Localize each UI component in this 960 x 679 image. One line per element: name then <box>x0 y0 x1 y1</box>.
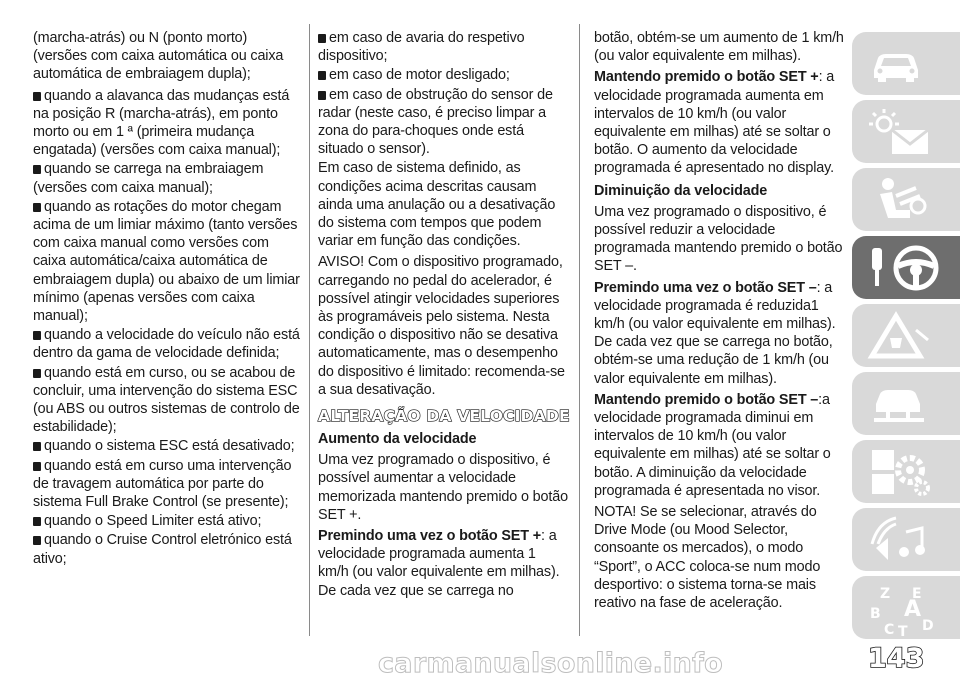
warning-triangle-icon <box>866 310 936 364</box>
bullet-square-icon <box>33 462 41 471</box>
bullet-text: quando está em curso uma intervenção de travagem automática por parte do sistema Full Brake Control (se presente); <box>33 457 292 511</box>
bullet-text: em caso de avaria do respetivo dispositivo; <box>318 30 525 65</box>
nav-tab-multimedia[interactable] <box>852 508 960 571</box>
bullet-square-icon <box>33 536 41 545</box>
page-number: 143 <box>868 643 925 674</box>
bullet-item <box>33 531 301 567</box>
bullet-text: quando a velocidade do veículo não está dentro da gama de velocidade definida; <box>33 327 300 362</box>
index-letter: B <box>870 606 881 622</box>
nav-tab-technical-data[interactable] <box>852 440 960 503</box>
paragraph <box>594 279 846 388</box>
multimedia-icon <box>866 514 936 568</box>
bullet-item <box>33 160 301 196</box>
nav-tab-maintenance[interactable] <box>852 372 960 435</box>
paragraph <box>318 527 570 600</box>
nav-tab-starting-driving[interactable] <box>852 236 960 299</box>
paragraph: Uma vez programado o dispositivo, é possível reduzir a velocidade programada mantendo premido o botão SET –. <box>594 203 843 275</box>
bullet-item <box>33 326 301 362</box>
bullet-square-icon <box>318 34 326 43</box>
bullet-text: quando está em curso, ou se acabou de concluir, uma intervenção do sistema ESC (ou ABS ou outros sistemas de controlo de estabilidade); <box>33 364 300 436</box>
bullet-text: quando as rotações do motor chegam acima de um limiar máximo (tanto versões com caixa manual como versões com caixa automática/caixa automática de embraiagem dupla) ou abaixo de um limiar mínimo (apenas versões com caixa manual); <box>33 198 300 325</box>
bullet-text: quando o Cruise Control eletrónico está ativo; <box>33 532 292 567</box>
index-letters-icon <box>866 582 946 638</box>
paragraph-text: : a velocidade programada aumenta em intervalos de 10 km/h (ou valor equivalente em milhas) até se soltar o botão. O aumento da velocidade programada é apresentado no display. <box>594 69 835 177</box>
bullet-square-icon <box>318 91 326 100</box>
bold-lead: Premindo uma vez o botão SET + <box>318 528 541 545</box>
paragraph: botão, obtém-se um aumento de 1 km/h (ou valor equivalente em milhas). <box>594 30 844 65</box>
paragraph-text: : a velocidade programada é reduzida1 km/h (ou valor equivalente em milhas). De cada vez que se carrega no botão, obtém-se uma redução de 1 km/h (ou valor equivalente em milhas). <box>594 279 836 387</box>
index-letter: A <box>904 597 922 622</box>
bullet-square-icon <box>33 331 41 340</box>
text-column-1 <box>33 29 301 569</box>
paragraph: NOTA! Se se selecionar, através do Drive Mode (ou Mood Selector, consoante os mercados), o modo “Sport”, o ACC coloca-se num modo desportivo: o sistema torna-se mais reativo na fase de aceleração. <box>594 504 821 612</box>
bullet-item <box>33 437 301 455</box>
paragraph-text: :a velocidade programada diminui em intervalos de 10 km/h (ou valor equivalente em milhas) até se soltar o botão. A diminuição da velocidade programada é apresentada no visor. <box>594 391 831 499</box>
bullet-square-icon <box>318 71 326 80</box>
watermark: carmanualsonline.info <box>378 648 724 679</box>
text-column-3 <box>594 29 846 615</box>
index-letter: C <box>884 622 895 638</box>
column-divider-1 <box>309 24 310 636</box>
bullet-item <box>318 29 570 65</box>
paragraph: Uma vez programado o dispositivo, é possível aumentar a velocidade memorizada mantendo premido o botão SET +. <box>318 452 568 523</box>
bullet-item <box>33 457 301 512</box>
nav-tab-emergency[interactable] <box>852 304 960 367</box>
bold-lead: Mantendo premido o botão SET + <box>594 69 819 86</box>
bullet-item <box>318 86 570 159</box>
subsection-heading: Diminuição da velocidade <box>594 182 768 199</box>
car-lift-icon <box>866 378 936 432</box>
section-heading: ALTERAÇÃO DA VELOCIDADE <box>318 407 570 426</box>
paragraph-text: : a velocidade programada aumenta 1 km/h (ou valor equivalente em milhas). De cada vez que se carrega no <box>318 528 560 599</box>
bullet-item <box>318 66 570 84</box>
column-divider-2 <box>579 24 580 636</box>
bullet-text: quando o Speed Limiter está ativo; <box>44 513 262 530</box>
bullet-text: em caso de obstrução do sensor de radar (neste caso, é preciso limpar a zona do para-choques onde está situado o sensor). <box>318 86 553 158</box>
bullet-square-icon <box>33 517 41 526</box>
index-letter: T <box>898 624 908 638</box>
paragraph <box>594 68 846 177</box>
paragraph: Em caso de sistema definido, as condições acima descritas causam ainda uma anulação ou a desativação do sistema com tempos que podem variar em função das condições. <box>318 160 556 250</box>
bullet-text: quando o sistema ESC está desativado; <box>44 438 295 455</box>
text-column-2 <box>318 29 570 603</box>
bullet-square-icon <box>33 165 41 174</box>
bullet-square-icon <box>33 92 41 101</box>
bullet-item <box>33 198 301 325</box>
seat-airbag-icon <box>866 174 936 228</box>
bullet-text: quando a alavanca das mudanças está na posição R (marcha-atrás), em ponto morto ou em 1 ª (primeira mudança engatada) (versões com caixa manual); <box>33 87 290 159</box>
bold-lead: Premindo uma vez o botão SET – <box>594 279 817 296</box>
car-icon <box>866 38 926 88</box>
paragraph: (marcha-atrás) ou N (ponto morto) (versões com caixa automática ou caixa automática de embraiagem dupla); <box>33 30 284 83</box>
index-letter: Z <box>880 586 891 602</box>
bullet-square-icon <box>33 203 41 212</box>
bullet-item <box>33 87 301 160</box>
bullet-item <box>33 364 301 437</box>
subsection-heading: Aumento da velocidade <box>318 431 477 448</box>
nav-tab-seat-airbag[interactable] <box>852 168 960 231</box>
bullet-square-icon <box>33 369 41 378</box>
paragraph <box>594 391 846 500</box>
bold-lead: Mantendo premido o botão SET – <box>594 391 819 408</box>
bullet-square-icon <box>33 442 41 451</box>
index-letter: E <box>912 586 922 602</box>
nav-tab-warning-lights[interactable] <box>852 100 960 163</box>
bullet-text: em caso de motor desligado; <box>329 67 510 84</box>
warning-lights-icon <box>866 106 936 160</box>
key-steering-wheel-icon <box>866 242 942 296</box>
index-letter: D <box>922 618 934 634</box>
nav-tab-index[interactable] <box>852 576 960 639</box>
bullet-text: quando se carrega na embraiagem (versões com caixa manual); <box>33 161 264 196</box>
bullet-item <box>33 512 301 530</box>
nav-tab-car[interactable] <box>852 32 960 95</box>
paragraph: AVISO! Com o dispositivo programado, carregando no pedal do acelerador, é possível atingir velocidades superiores às programáveis pelo sistema. Nesta condição o dispositivo não se desativa automaticamente, mas o desempenho do dispositivo é limitado: recomenda-se a sua desativação. <box>318 254 565 398</box>
gears-icon <box>866 446 936 500</box>
